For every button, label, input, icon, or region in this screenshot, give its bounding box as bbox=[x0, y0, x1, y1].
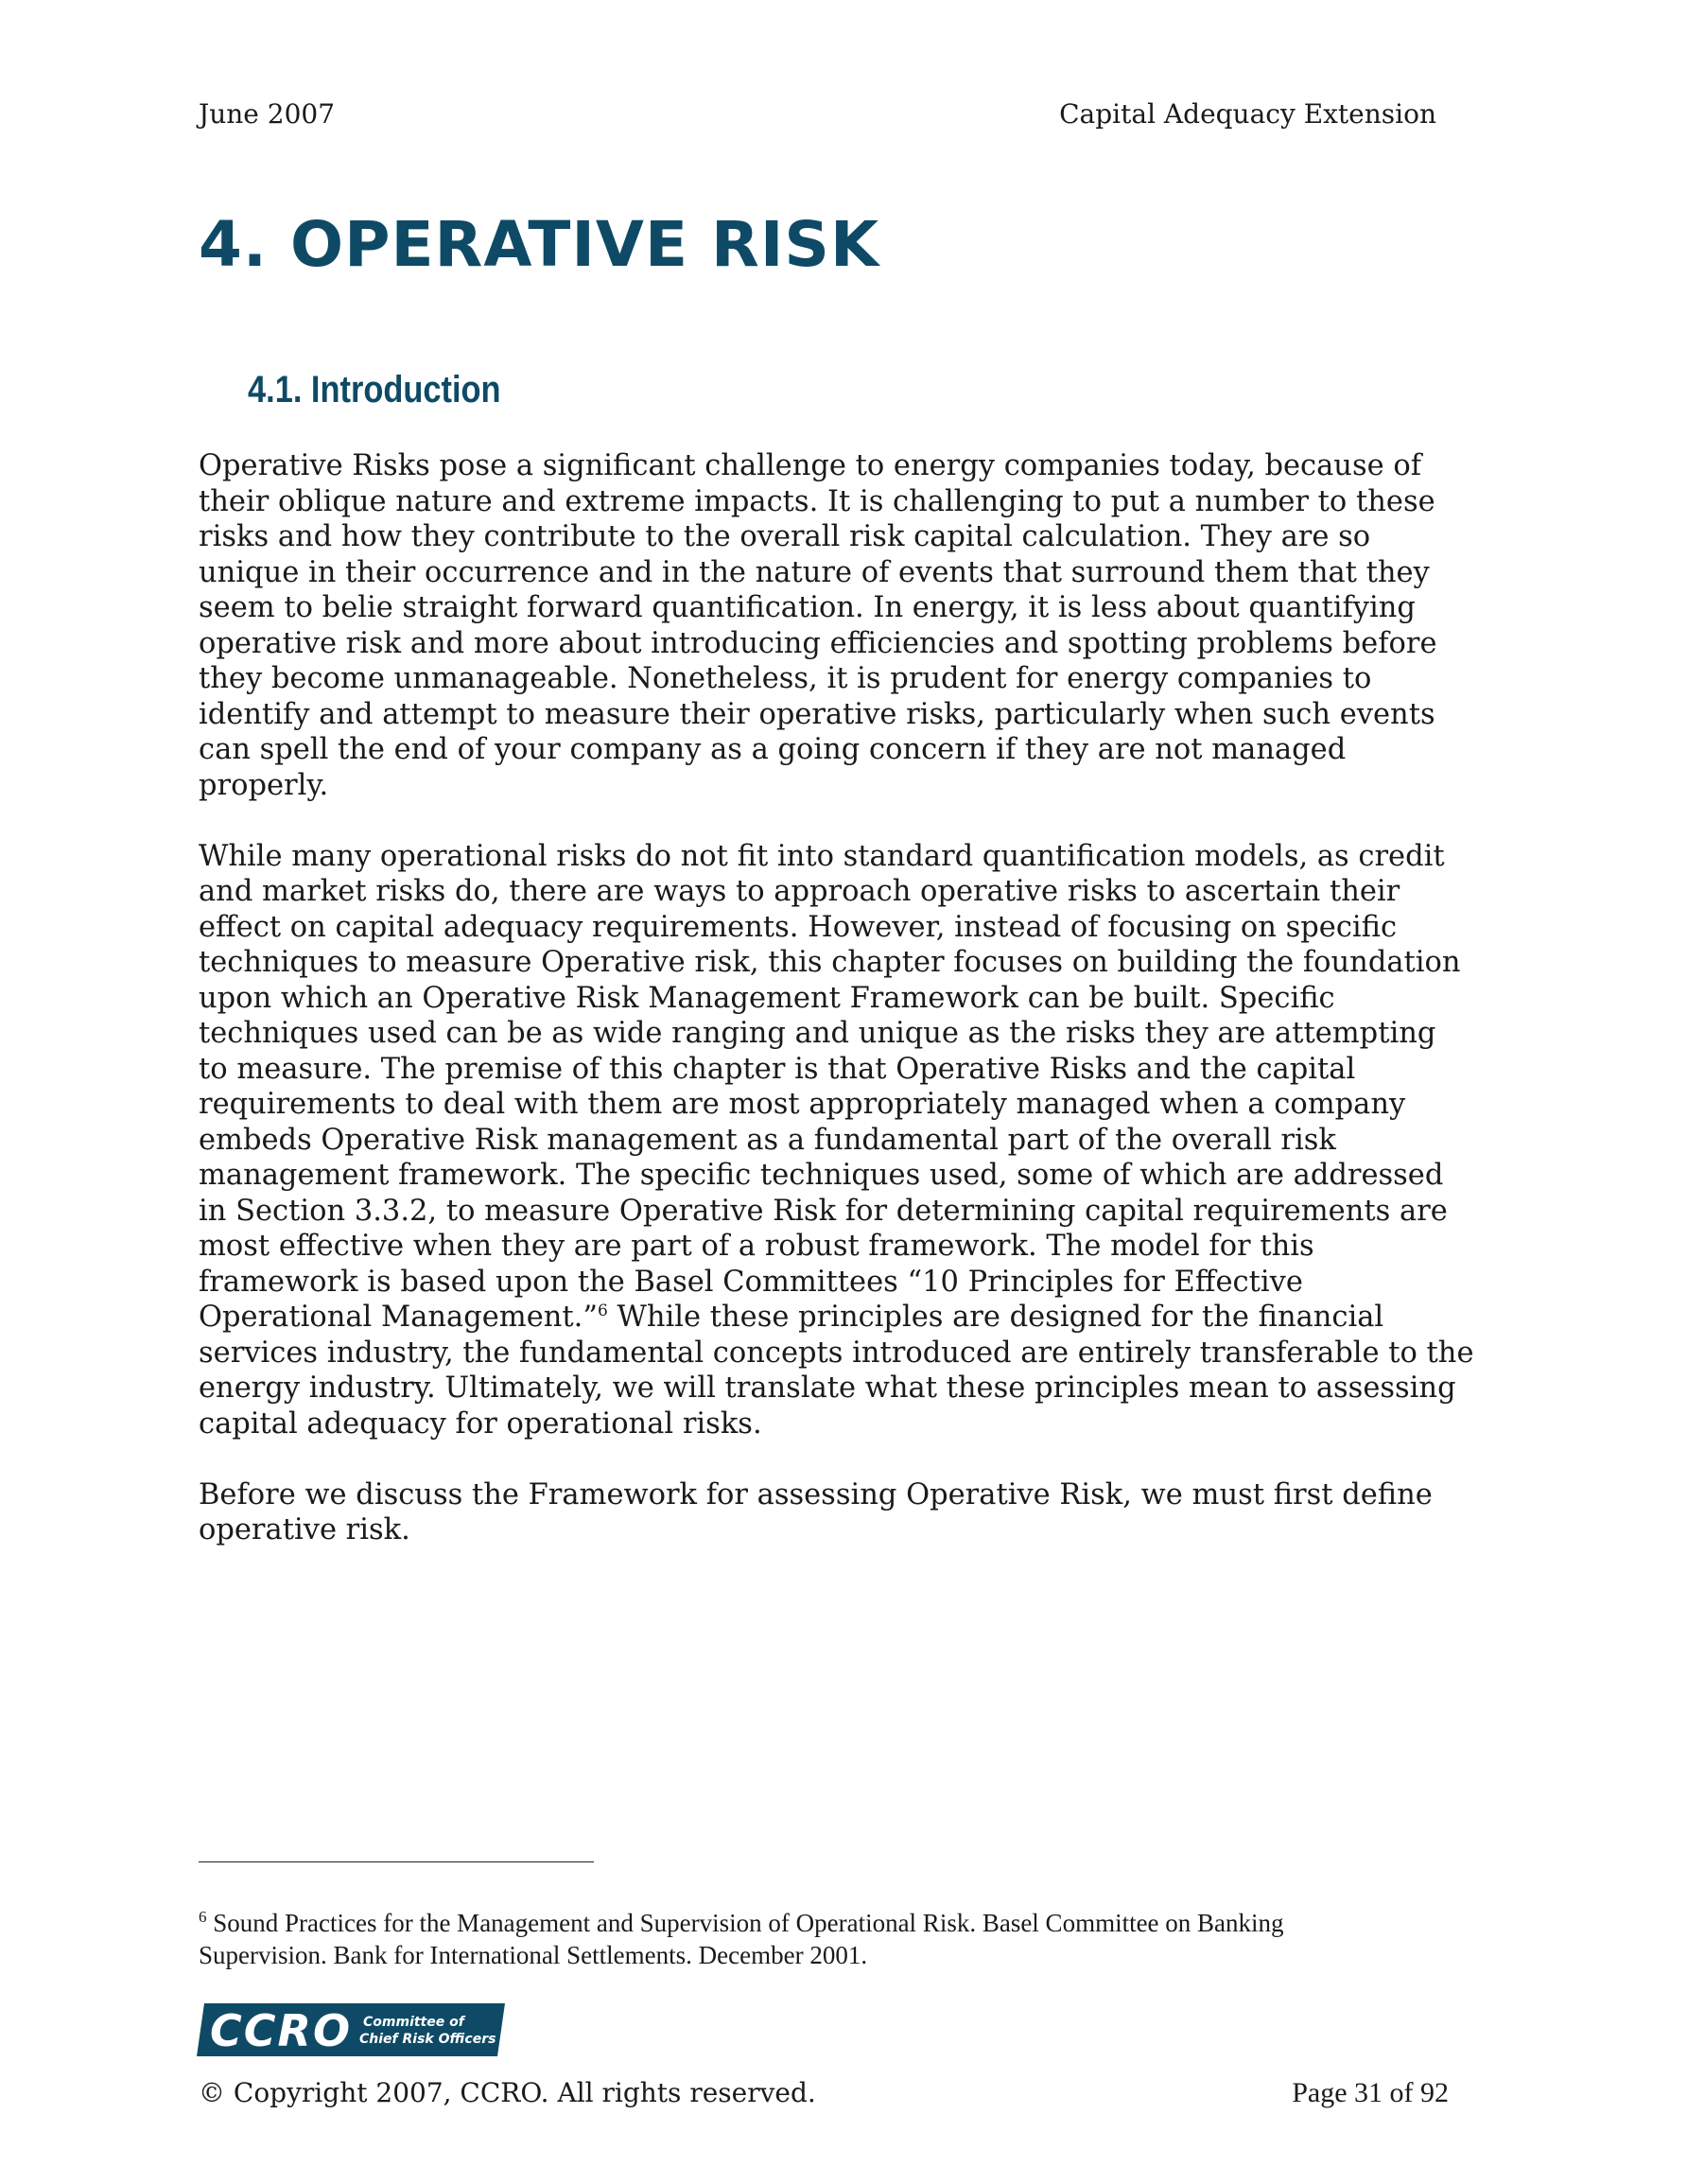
footnote-text: Sound Practices for the Management and Supervision of Operational Risk. Basel Committee on Banking Supervision. Bank for International Settlements. December 2001. bbox=[199, 1909, 1284, 1969]
body-text bbox=[199, 448, 1504, 1583]
footnote bbox=[199, 1907, 1504, 1971]
ccro-logo bbox=[197, 2003, 505, 2056]
header-date: June 2007 bbox=[199, 98, 336, 130]
footnote-reference[interactable]: 6 bbox=[597, 1301, 608, 1320]
chapter-title: 4. OPERATIVE RISK bbox=[199, 208, 880, 281]
footnote-number: 6 bbox=[199, 1908, 207, 1926]
logo-line-1: Committee of bbox=[363, 2015, 464, 2030]
paragraph-2-part-2: While these principles are designed for the financial services industry, the fundamental concepts introduced are entirely transferable to the energy industry. Ultimately, we will translate what these principles mean to assessing capital adequacy for operational risks. bbox=[199, 1301, 1474, 1441]
footnote-divider bbox=[199, 1861, 594, 1862]
logo-line-2: Chief Risk Officers bbox=[359, 2032, 496, 2047]
paragraph-1: Operative Risks pose a significant challenge to energy companies today, because of their oblique nature and extreme impacts. It is challenging to put a number to these risks and how they contribute to the overall risk capital calculation. They are so unique in their occurrence and in the nature of events that surround them that they seem to belie straight forward quantification. In energy, it is less about quantifying operative risk and more about introducing efficiencies and spotting problems before they become unmanageable. Nonetheless, it is prudent for energy companies to identify and attempt to measure their operative risks, particularly when such events can spell the end of your company as a going concern if they are not managed properly. bbox=[199, 449, 1437, 802]
paragraph-2 bbox=[199, 839, 1504, 1442]
footer-copyright: © Copyright 2007, CCRO. All rights reserved. bbox=[199, 2077, 816, 2108]
paragraph-3: Before we discuss the Framework for assessing Operative Risk, we must first define operative risk. bbox=[199, 1477, 1433, 1546]
logo-wordmark: CCRO bbox=[210, 2005, 353, 2056]
footer-page-number: Page 31 of 92 bbox=[1292, 2077, 1449, 2108]
section-title: 4.1. Introduction bbox=[248, 369, 501, 411]
paragraph-2-part-1: While many operational risks do not fit into standard quantification models, as credit and market risks do, there are ways to approach operative risks to ascertain their effect on capital adequacy requirements. However, instead of focusing on specific techniques to measure Operative risk, this chapter focuses on building the foundation upon which an Operative Risk Management Framework can be built. Specific techniques used can be as wide ranging and unique as the risks they are attempting to measure. The premise of this chapter is that Operative Risks and the capital requirements to deal with them are most appropriately managed when a company embeds Operative Risk management as a fundamental part of the overall risk management framework. The specific techniques used, some of which are addressed in Section 3.3.2, to measure Operative Risk for determining capital requirements are most effective when they are part of a robust framework. The model for this framework is based upon the Basel Committees “10 Principles for Effective Operational Management.” bbox=[199, 839, 1461, 1334]
header-document-title: Capital Adequacy Extension bbox=[1059, 98, 1436, 130]
